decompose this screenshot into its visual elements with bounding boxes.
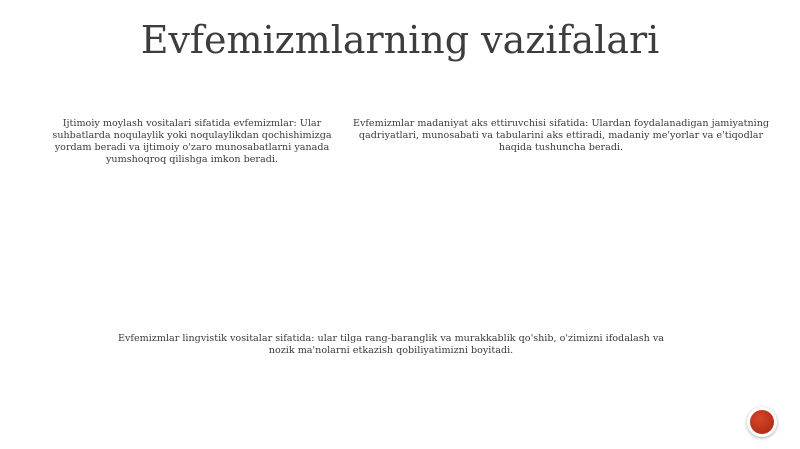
paragraph-cultural-reflector: Evfemizmlar madaniyat aks ettiruvchisi sifatida: Ulardan foydalanadigan jamiyatning qadriyatlari, munosabati va tabularini aks ettiradi, madaniy me'yorlar va e'tiqodlar haqida tushuncha beradi.: [352, 118, 770, 153]
paragraph-linguistic-tool: Evfemizmlar lingvistik vositalar sifatida: ular tilga rang-baranglik va murakkablik qo'shib, o'zimizni ifodalash va nozik ma'nolarni etkazish qobiliyatimizni boyitadi.: [117, 333, 665, 356]
circle-button-icon: [750, 410, 774, 434]
slide-title: Evfemizmlarning vazifalari: [140, 18, 660, 62]
paragraph-social-lubricant: Ijtimoiy moylash vositalari sifatida evfemizmlar: Ular suhbatlarda noqulaylik yoki noqulaylikdan qochishimizga yordam beradi va ijtimoiy o'zaro munosabatlarni yanada yumshoqroq qilishga imkon beradi.: [52, 118, 332, 165]
slide-nav-button[interactable]: [747, 407, 777, 437]
